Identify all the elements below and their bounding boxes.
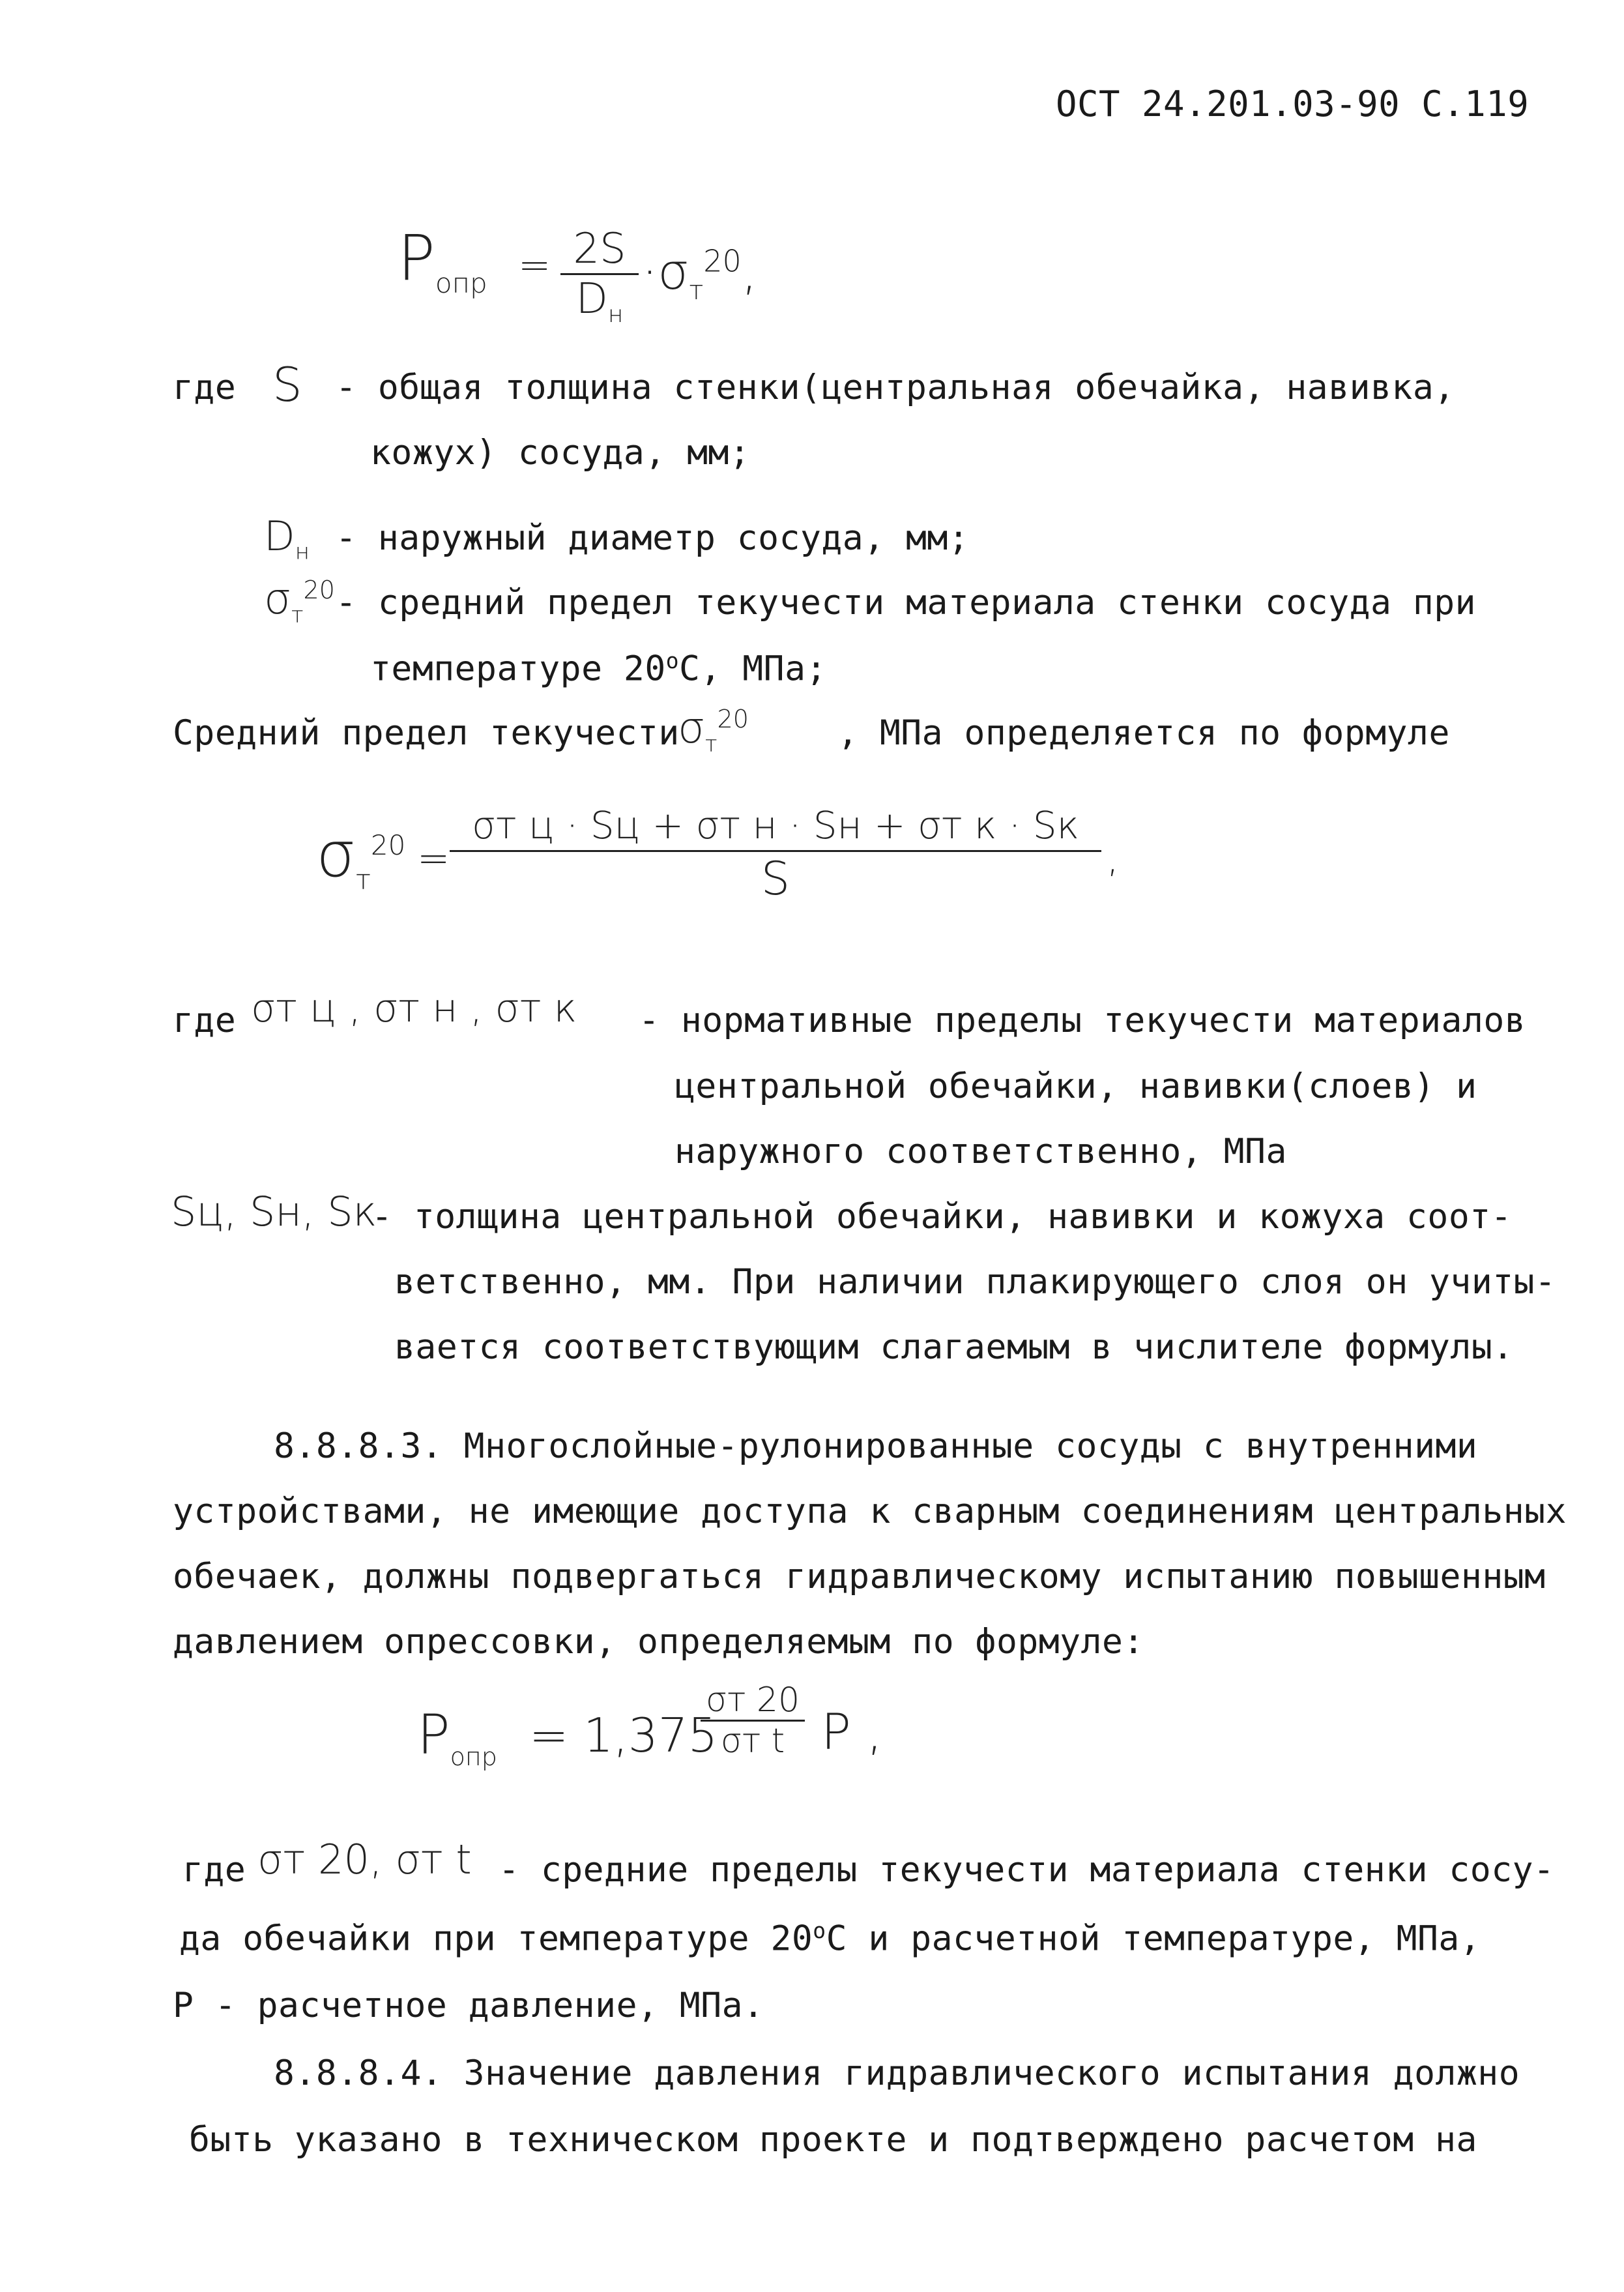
formula3-p: P , (821, 1703, 883, 1761)
def-sigma-line2: температуре $20^оС$, МПа; (370, 648, 827, 689)
formula2-comma: , (1107, 836, 1120, 881)
def3-line2: да обечайки при температуре $20^оС$ и расчетной температуре, МПа, (179, 1918, 1481, 1959)
where-label-2: где (173, 1001, 237, 1040)
def2-line2: центральной обечайки, навивки(слоев) и (674, 1066, 1477, 1106)
def2-line3: наружного соответственно, МПа (674, 1132, 1287, 1171)
def3-line1: - средние пределы текучести материала стенки сосу- (499, 1850, 1555, 1890)
def2-s-line2: ветственно, мм. При наличии плакирующего слоя он учиты- (394, 1262, 1556, 1302)
def3-line3: Р - расчетное давление, МПа. (173, 1986, 764, 2025)
def-sigma-line1: - средний предел текучести материала стенки сосуда при (336, 583, 1477, 623)
para-8884-line2: быть указано в техническом проекте и подтверждено расчетом на (189, 2120, 1477, 2160)
symbols-sigma-20-t: σт 20, σт t (257, 1836, 472, 1883)
def-dn: - наружный диаметр сосуда, мм; (336, 518, 970, 558)
formula2-equals: = (417, 836, 450, 881)
symbol-sigma-t20: $\sigma_т^{20}$ (264, 574, 335, 629)
mean-yield-text-a: Средний предел текучести (173, 713, 680, 753)
formula-lhs-p: $P_{опр}$ (398, 222, 487, 300)
mean-yield-text-b: , МПа определяется по формуле (837, 713, 1450, 753)
symbol-dn: $D_н$ (264, 512, 310, 565)
def2-line1: - нормативные пределы текучести материалов (639, 1001, 1526, 1040)
para-8883-line1: 8.8.8.3. Многослойные-рулонированные сосуды с внутренними (274, 1426, 1478, 1466)
symbol-s: S (272, 357, 302, 412)
formula2-fraction (450, 803, 1101, 905)
formula3-fraction (701, 1681, 805, 1761)
symbols-s-thickness: Sц, Sн, Sк (171, 1188, 377, 1235)
formula-sigma-yield: $\cdot\sigma_т^{20}$, (642, 242, 757, 306)
formula2-lhs: $\sigma_т^{20}$ (316, 818, 406, 896)
para-8884-line1: 8.8.8.4. Значение давления гидравлического испытания должно (274, 2053, 1520, 2093)
para-8883-line2: устройствами, не имеющие доступа к сварным соединениям центральных (173, 1491, 1567, 1531)
symbols-sigma-tck: σт ц , σт н , σт к (251, 986, 577, 1031)
where-label-3: где (182, 1850, 246, 1890)
formula3-lhs: $P_{опр}$ (417, 1703, 497, 1771)
def-s-line1: - общая толщина стенки(центральная обечайка, навивка, (336, 368, 1455, 407)
formula3-coefficient: = 1,375 (529, 1708, 718, 1763)
page-header: ОСТ 24.201.03-90 С.119 (1056, 83, 1530, 125)
formula3-numerator: σт 20 (705, 1681, 800, 1720)
where-label: где (173, 368, 237, 407)
def-s-line2: кожух) сосуда, мм; (370, 433, 751, 473)
para-8883-line4: давлением опрессовки, определяемым по формуле: (173, 1622, 1144, 1662)
formula2-numerator: σт ц · Sц + σт н · Sн + σт к · Sк (471, 803, 1080, 847)
para-8883-line3: обечаек, должны подвергаться гидравлическому испытанию повышенным (173, 1557, 1546, 1596)
formula3-denominator: σт t (720, 1722, 785, 1761)
formula-equals: = (518, 242, 551, 288)
def2-s-line3: вается соответствующим слагаемым в числителе формулы. (394, 1327, 1514, 1367)
def2-s-line1: - толщина центральной обечайки, навивки и кожуха соот- (371, 1197, 1513, 1237)
formula2-denominator: S (761, 852, 790, 905)
formula-fraction-2s-dn: 2S $D_н$ (560, 225, 639, 328)
mean-yield-symbol: $\sigma_т^{20}$ (678, 703, 749, 758)
